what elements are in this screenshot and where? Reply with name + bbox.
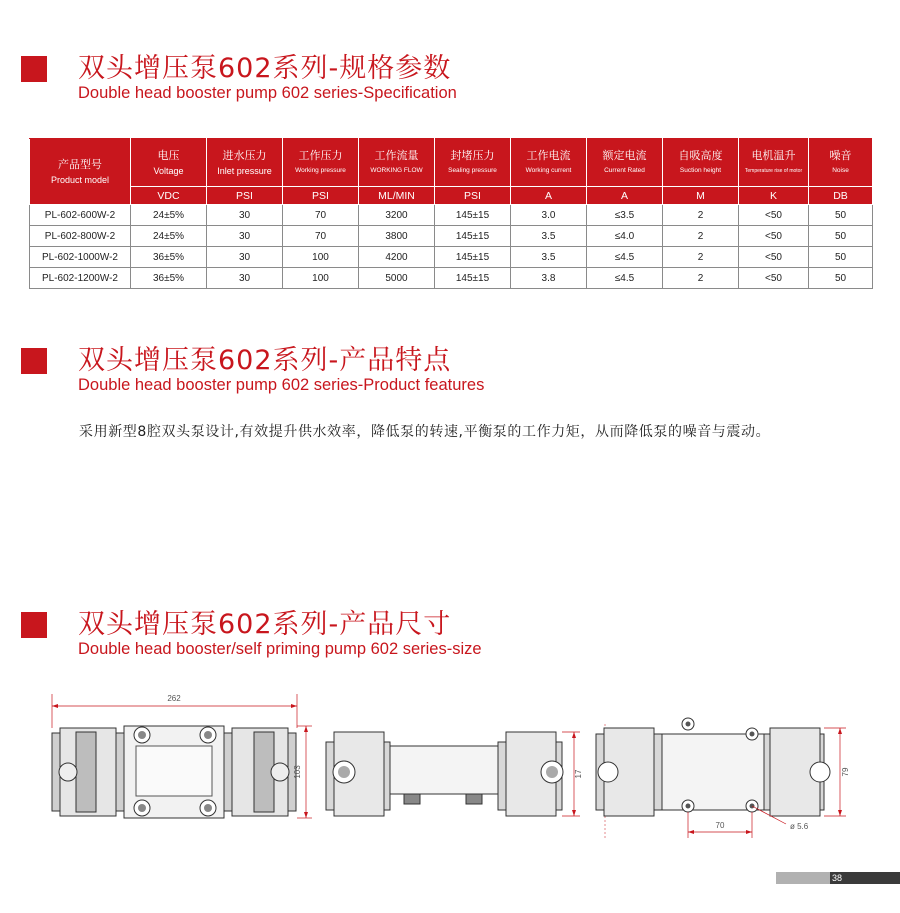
- table-cell: 50: [809, 268, 873, 289]
- table-cell: 3.5: [511, 247, 587, 268]
- section-title-en: Double head booster/self priming pump 602 series-size: [78, 640, 482, 658]
- dim-side-height-label: 17: [574, 769, 583, 779]
- pump-end-view: [596, 718, 850, 838]
- header-noise: 噪音 Noise: [809, 139, 873, 187]
- dim-end-height-label: 79: [841, 767, 850, 777]
- header-temperature-rise: 电机温升 Temperature rise of motor: [739, 139, 809, 187]
- table-cell: 2: [663, 226, 739, 247]
- header-model: 产品型号 Product model: [30, 139, 131, 205]
- table-cell: <50: [739, 226, 809, 247]
- unit-cell: PSI: [435, 187, 511, 205]
- table-cell: 4200: [359, 247, 435, 268]
- table-cell: ≤3.5: [587, 205, 663, 226]
- section-title-cn: 双头增压泵602系列-产品特点: [78, 345, 452, 376]
- unit-cell: VDC: [131, 187, 207, 205]
- unit-cell: DB: [809, 187, 873, 205]
- table-cell: 30: [207, 205, 283, 226]
- table-cell: PL-602-1000W-2: [30, 247, 131, 268]
- table-cell: <50: [739, 268, 809, 289]
- table-cell: 145±15: [435, 268, 511, 289]
- table-cell: 50: [809, 205, 873, 226]
- table-row: [30, 226, 873, 247]
- table-row: [30, 268, 873, 289]
- table-cell: 3.5: [511, 226, 587, 247]
- table-cell: 2: [663, 247, 739, 268]
- header-working-current: 工作电流 Working current: [511, 139, 587, 187]
- section-title-cn: 双头增压泵602系列-规格参数: [78, 53, 452, 84]
- header-suction-height: 自吸高度 Suction height: [663, 139, 739, 187]
- table-cell: PL-602-600W-2: [30, 205, 131, 226]
- table-cell: ≤4.5: [587, 268, 663, 289]
- section-title-en: Double head booster pump 602 series-Specification: [78, 84, 457, 102]
- table-cell: 70: [283, 205, 359, 226]
- table-cell: 100: [283, 247, 359, 268]
- features-description: 采用新型8腔双头泵设计,有效提升供水效率，降低泵的转速,平衡泵的工作力矩，从而降低泵的噪音与震动。: [79, 424, 771, 440]
- header-working-pressure: 工作压力 Working pressure: [283, 139, 359, 187]
- section-marker-square: [21, 612, 47, 638]
- section-title-cn: 双头增压泵602系列-产品尺寸: [78, 609, 452, 640]
- table-cell: 5000: [359, 268, 435, 289]
- table-cell: <50: [739, 247, 809, 268]
- unit-cell: PSI: [207, 187, 283, 205]
- table-cell: 145±15: [435, 226, 511, 247]
- table-cell: 36±5%: [131, 247, 207, 268]
- table-row: [30, 205, 873, 226]
- header-voltage: 电压 Voltage: [131, 139, 207, 187]
- dim-length-label: 262: [167, 694, 181, 703]
- dim-hole-diameter-label: ø 5.6: [790, 822, 809, 831]
- table-cell: 3.0: [511, 205, 587, 226]
- table-cell: 3800: [359, 226, 435, 247]
- table-cell: 3200: [359, 205, 435, 226]
- header-working-flow: 工作流量 WORKING FLOW: [359, 139, 435, 187]
- table-cell: 30: [207, 226, 283, 247]
- table-cell: PL-602-1200W-2: [30, 268, 131, 289]
- table-cell: 70: [283, 226, 359, 247]
- table-cell: <50: [739, 205, 809, 226]
- unit-cell: M: [663, 187, 739, 205]
- unit-cell: PSI: [283, 187, 359, 205]
- pump-top-view: [52, 694, 312, 818]
- table-row: [30, 247, 873, 268]
- page-number: 38: [832, 873, 843, 883]
- table-cell: ≤4.0: [587, 226, 663, 247]
- table-cell: 100: [283, 268, 359, 289]
- section-marker-square: [21, 348, 47, 374]
- dimension-drawings: [0, 688, 900, 838]
- table-cell: 24±5%: [131, 205, 207, 226]
- dim-height-label: 103: [293, 765, 302, 779]
- unit-cell: K: [739, 187, 809, 205]
- table-cell: 30: [207, 268, 283, 289]
- header-current-rated: 额定电流 Current Rated: [587, 139, 663, 187]
- section-marker-square: [21, 56, 47, 82]
- table-cell: 50: [809, 226, 873, 247]
- pump-side-view: [326, 732, 583, 816]
- table-cell: PL-602-800W-2: [30, 226, 131, 247]
- table-cell: 24±5%: [131, 226, 207, 247]
- table-cell: 36±5%: [131, 268, 207, 289]
- table-cell: 2: [663, 205, 739, 226]
- table-cell: 30: [207, 247, 283, 268]
- unit-cell: ML/MIN: [359, 187, 435, 205]
- table-cell: 50: [809, 247, 873, 268]
- table-cell: 2: [663, 268, 739, 289]
- unit-cell: A: [511, 187, 587, 205]
- unit-cell: A: [587, 187, 663, 205]
- header-sealing-pressure: 封堵压力 Sealing pressure: [435, 139, 511, 187]
- table-cell: 145±15: [435, 247, 511, 268]
- spec-table: [29, 138, 873, 289]
- dim-hole-spacing-label: 70: [715, 821, 725, 830]
- header-inlet-pressure: 进水压力 Inlet pressure: [207, 139, 283, 187]
- table-cell: 145±15: [435, 205, 511, 226]
- table-cell: ≤4.5: [587, 247, 663, 268]
- section-title-en: Double head booster pump 602 series-Product features: [78, 376, 485, 394]
- table-cell: 3.8: [511, 268, 587, 289]
